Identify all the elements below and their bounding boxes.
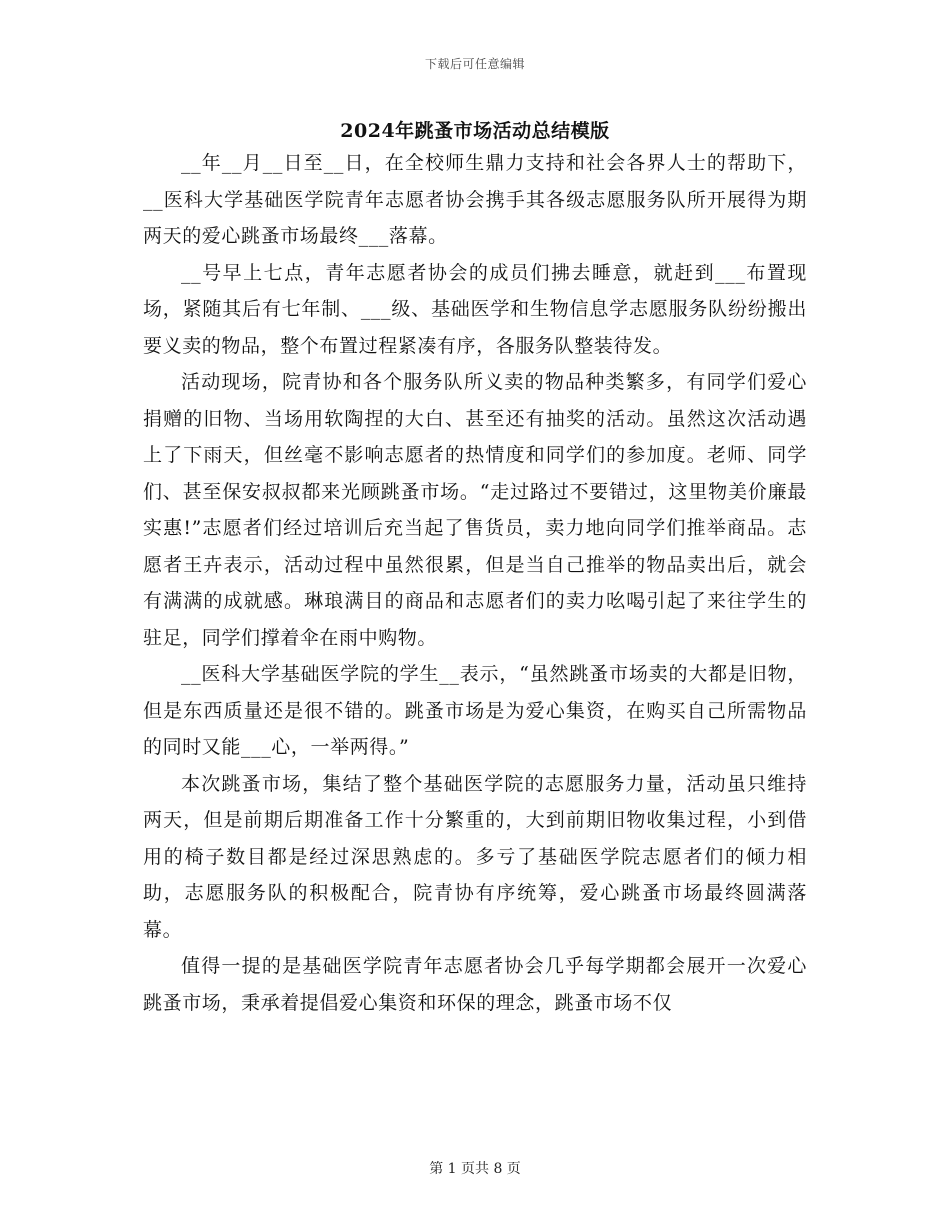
document-body: [143, 145, 807, 1021]
paragraph-4: __医科大学基础医学院的学生__表示，“虽然跳蚤市场卖的大都是旧物，但是东西质量还是很不错的。跳蚤市场是为爱心集资，在购买自己所需物品的同时又能___心，一举两得。”: [143, 663, 807, 758]
paragraph-3: 活动现场，院青协和各个服务队所义卖的物品种类繁多，有同学们爱心捐赠的旧物、当场用软陶捏的大白、甚至还有抽奖的活动。虽然这次活动遇上了下雨天，但丝毫不影响志愿者的热情度和同学们的参加度。老师、同学们、甚至保安叔叔都来光顾跳蚤市场。“走过路过不要错过，这里物美价廉最实惠!”志愿者们经过培训后充当起了售货员，卖力地向同学们推举商品。志愿者王卉表示，活动过程中虽然很累，但是当自己推举的物品卖出后，就会有满满的成就感。琳琅满目的商品和志愿者们的卖力吆喝引起了来往学生的驻足，同学们撑着伞在雨中购物。: [143, 371, 807, 649]
page-number: 第 1 页共 8 页: [429, 1161, 521, 1177]
paragraph-2: __号早上七点，青年志愿者协会的成员们拂去睡意，就赶到___布置现场，紧随其后有七年制、___级、基础医学和生物信息学志愿服务队纷纷搬出要义卖的物品，整个布置过程紧凑有序，各服务队整装待发。: [143, 261, 807, 357]
paragraph-5: 本次跳蚤市场，集结了整个基础医学院的志愿服务力量，活动虽只维持两天，但是前期后期准备工作十分繁重的，大到前期旧物收集过程，小到借用的椅子数目都是经过深思熟虑的。多亏了基础医学院志愿者们的倾力相助，志愿服务队的积极配合，院青协有序统筹，爱心跳蚤市场最终圆满落幕。: [143, 772, 807, 941]
document-title: 2024年跳蚤市场活动总结模版: [340, 120, 610, 142]
paragraph-1: __年__月__日至__日，在全校师生鼎力支持和社会各界人士的帮助下，__医科大学基础医学院青年志愿者协会携手其各级志愿服务队所开展得为期两天的爱心跳蚤市场最终___落幕。: [143, 152, 807, 247]
page-header-note: 下载后可任意编辑: [424, 57, 525, 71]
paragraph-6: 值得一提的是基础医学院青年志愿者协会几乎每学期都会展开一次爱心跳蚤市场，秉承着提倡爱心集资和环保的理念，跳蚤市场不仅: [143, 955, 807, 1014]
